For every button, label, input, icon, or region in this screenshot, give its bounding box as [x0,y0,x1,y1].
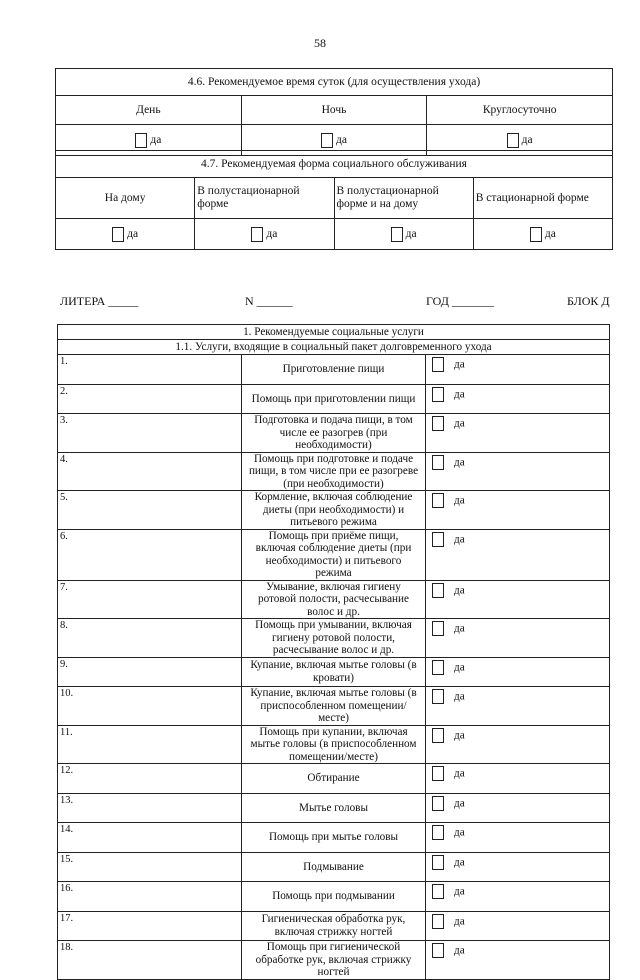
service-text: Помощь при умывании, включая гигиену ротовой полости, расчесывание волос и др. [242,619,426,658]
service-number: 6. [58,529,242,580]
service-number: 17. [58,911,242,941]
checkbox-icon[interactable] [432,796,444,811]
night-header: Ночь [241,96,427,125]
checkbox-icon[interactable] [432,455,444,470]
service-yes-option[interactable]: да [426,764,610,794]
service-text: Мытье головы [242,793,426,823]
litera-field[interactable]: ЛИТЕРА _____ [60,294,139,308]
service-text: Умывание, включая гигиену ротовой полости, расчесывание волос и др. [242,580,426,619]
service-number: 16. [58,882,242,912]
service-number: 4. [58,452,242,491]
checkbox-icon[interactable] [321,133,333,148]
service-yes-option[interactable]: да [426,619,610,658]
day-header: День [56,96,242,125]
table-row [58,529,610,580]
service-yes-option[interactable]: да [426,687,610,726]
service-number: 14. [58,823,242,853]
service-form-title: 4.7. Рекомендуемая форма социального обслуживания [56,151,613,178]
checkbox-icon[interactable] [432,387,444,402]
checkbox-icon[interactable] [432,532,444,547]
checkbox-icon[interactable] [432,357,444,372]
table-row [58,657,610,687]
service-text: Гигиеническая обработка рук, включая стрижку ногтей [242,911,426,941]
service-number: 8. [58,619,242,658]
service-yes-option[interactable]: да [426,793,610,823]
block-label: БЛОК Д [567,294,610,308]
checkbox-icon[interactable] [432,914,444,929]
semi-stationary-header: В полустационарной форме [195,178,334,219]
table-row [58,580,610,619]
service-number: 13. [58,793,242,823]
service-text: Кормление, включая соблюдение диеты (при необходимости) и питьевого режима [242,491,426,530]
table-row [58,414,610,453]
table-row [58,725,610,764]
stationary-header: В стационарной форме [473,178,612,219]
table-row [58,491,610,530]
semi-stationary-home-option[interactable]: да [334,219,473,250]
service-number: 2. [58,384,242,414]
service-number: 7. [58,580,242,619]
service-text: Помощь при приготовлении пищи [242,384,426,414]
service-text: Приготовление пищи [242,355,426,385]
service-text: Помощь при мытье головы [242,823,426,853]
service-yes-option[interactable]: да [426,355,610,385]
services-table [57,324,610,980]
service-yes-option[interactable]: да [426,911,610,941]
table-row [58,452,610,491]
service-text: Помощь при гигиенической обработке рук, включая стрижку ногтей [242,941,426,980]
checkbox-icon[interactable] [507,133,519,148]
service-yes-option[interactable]: да [426,414,610,453]
table-row [58,911,610,941]
service-text: Обтирание [242,764,426,794]
service-form-table [55,150,613,250]
checkbox-icon[interactable] [432,884,444,899]
page-number: 58 [314,36,326,50]
night-option[interactable]: да [241,125,427,156]
service-text: Помощь при купании, включая мытье головы (в приспособленном помещении/месте) [242,725,426,764]
service-yes-option[interactable]: да [426,852,610,882]
checkbox-icon[interactable] [432,689,444,704]
service-number: 1. [58,355,242,385]
service-yes-option[interactable]: да [426,725,610,764]
time-of-day-title: 4.6. Рекомендуемое время суток (для осуществления ухода) [56,69,613,96]
table-row [58,355,610,385]
service-yes-option[interactable]: да [426,529,610,580]
table-row [58,882,610,912]
semi-stationary-option[interactable]: да [195,219,334,250]
table-row [58,852,610,882]
checkbox-icon[interactable] [530,227,542,242]
checkbox-icon[interactable] [432,855,444,870]
service-yes-option[interactable]: да [426,657,610,687]
checkbox-icon[interactable] [432,660,444,675]
service-yes-option[interactable]: да [426,580,610,619]
service-number: 5. [58,491,242,530]
service-yes-option[interactable]: да [426,823,610,853]
time-of-day-table [55,68,613,156]
checkbox-icon[interactable] [432,728,444,743]
service-text: Подготовка и подача пищи, в том числе ее разогрев (при необходимости) [242,414,426,453]
stationary-option[interactable]: да [473,219,612,250]
checkbox-icon[interactable] [391,227,403,242]
year-field[interactable]: ГОД _______ [426,294,494,308]
service-number: 9. [58,657,242,687]
service-text: Подмывание [242,852,426,882]
round-the-clock-option[interactable]: да [427,125,613,156]
checkbox-icon[interactable] [432,943,444,958]
services-subtitle: 1.1. Услуги, входящие в социальный пакет долговременного ухода [58,340,610,355]
checkbox-icon[interactable] [112,227,124,242]
service-number: 11. [58,725,242,764]
number-field[interactable]: N ______ [245,294,293,308]
checkbox-icon[interactable] [432,583,444,598]
table-row [58,793,610,823]
service-yes-option[interactable]: да [426,491,610,530]
table-row [58,687,610,726]
service-number: 12. [58,764,242,794]
table-row [58,619,610,658]
service-text: Помощь при приёме пищи, включая соблюдение диеты (при необходимости) и питьевого режима [242,529,426,580]
service-yes-option[interactable]: да [426,882,610,912]
at-home-option[interactable]: да [56,219,195,250]
service-text: Помощь при подготовке и подаче пищи, в том числе при ее разогреве (при необходимости) [242,452,426,491]
service-number: 15. [58,852,242,882]
service-yes-option[interactable]: да [426,941,610,980]
checkbox-icon[interactable] [135,133,147,148]
checkbox-icon[interactable] [251,227,263,242]
table-row [58,384,610,414]
checkbox-icon[interactable] [432,493,444,508]
checkbox-icon[interactable] [432,621,444,636]
day-option[interactable]: да [56,125,242,156]
semi-stationary-home-header: В полустационарной форме и на дому [334,178,473,219]
service-yes-option[interactable]: да [426,452,610,491]
table-row [58,941,610,980]
service-number: 18. [58,941,242,980]
checkbox-icon[interactable] [432,766,444,781]
service-text: Помощь при подмывании [242,882,426,912]
services-title: 1. Рекомендуемые социальные услуги [58,325,610,340]
checkbox-icon[interactable] [432,825,444,840]
service-yes-option[interactable]: да [426,384,610,414]
at-home-header: На дому [56,178,195,219]
service-number: 3. [58,414,242,453]
round-the-clock-header: Круглосуточно [427,96,613,125]
service-text: Купание, включая мытье головы (в кровати) [242,657,426,687]
service-number: 10. [58,687,242,726]
service-text: Купание, включая мытье головы (в приспособленном помещении/месте) [242,687,426,726]
checkbox-icon[interactable] [432,416,444,431]
table-row [58,764,610,794]
table-row [58,823,610,853]
